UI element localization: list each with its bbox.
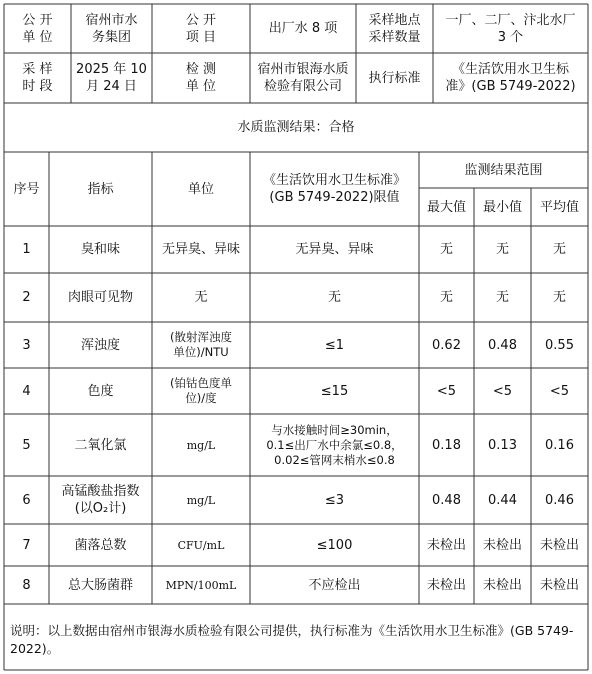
cell-max: 0.62 bbox=[432, 337, 461, 353]
cell-avg: 未检出 bbox=[539, 537, 579, 553]
test-label: 检 测 单 位 bbox=[185, 62, 217, 94]
cell-index: 总大肠菌群 bbox=[67, 577, 133, 593]
cell-no: 7 bbox=[22, 537, 31, 553]
col-header-min: 最小值 bbox=[482, 199, 522, 215]
cell-max: 未检出 bbox=[426, 577, 466, 593]
sample-label: 采样地点 采样数量 bbox=[368, 12, 421, 45]
col-header-index: 指标 bbox=[87, 181, 114, 197]
cell-avg: 0.55 bbox=[545, 337, 574, 353]
cell-limit: 与水接触时间≥30min， 0.1≤出厂水中余氯≤0.8， 0.02≤管网末梢水≤0.8 bbox=[266, 422, 403, 467]
standard-value: 《生活饮用水卫生标 准》(GB 5749-2022) bbox=[445, 62, 576, 94]
cell-unit: (铂钴色度单 位)/度 bbox=[170, 376, 232, 405]
cell-min: 未检出 bbox=[482, 537, 522, 553]
period-value: 2025 年 10 月 24 日 bbox=[76, 62, 147, 94]
cell-index: 二氧化氯 bbox=[74, 437, 127, 453]
cell-unit: 无异臭、异味 bbox=[161, 242, 240, 257]
cell-min: 0.48 bbox=[488, 337, 517, 353]
footnote: 说明：以上数据由宿州市银海水质检验有限公司提供，执行标准为《生活饮用水卫生标准》(GB 5749-2022)。 bbox=[10, 623, 574, 656]
cell-max: 无 bbox=[439, 290, 453, 305]
cell-limit: ≤3 bbox=[324, 492, 345, 508]
cell-max: <5 bbox=[436, 383, 457, 399]
cell-limit: 无 bbox=[327, 290, 341, 305]
cell-limit: 无异臭、异味 bbox=[295, 242, 374, 257]
cell-min: <5 bbox=[492, 383, 513, 399]
cell-no: 3 bbox=[22, 337, 31, 353]
cell-max: 0.18 bbox=[432, 437, 461, 453]
cell-min: 无 bbox=[495, 290, 509, 305]
cell-no: 4 bbox=[22, 383, 31, 399]
cell-max: 0.48 bbox=[432, 492, 461, 508]
cell-avg: 无 bbox=[552, 242, 566, 257]
col-header-avg: 平均值 bbox=[539, 199, 579, 215]
cell-min: 无 bbox=[495, 242, 509, 257]
cell-avg: 无 bbox=[552, 290, 566, 305]
cell-index: 高锰酸盐指数 (以O₂计) bbox=[61, 484, 140, 516]
col-header-no: 序号 bbox=[13, 181, 40, 197]
cell-limit: 不应检出 bbox=[308, 577, 361, 593]
col-header-max: 最大值 bbox=[426, 199, 466, 215]
item-value: 出厂水 8 项 bbox=[268, 21, 338, 36]
unit-label: 公 开 单 位 bbox=[22, 12, 53, 45]
item-label: 公 开 项 目 bbox=[185, 12, 217, 45]
cell-avg: <5 bbox=[549, 383, 570, 399]
cell-index: 菌落总数 bbox=[74, 537, 127, 553]
cell-avg: 0.16 bbox=[545, 437, 574, 453]
test-value: 宿州市银海水质 检验有限公司 bbox=[257, 62, 349, 94]
col-header-range: 监测结果范围 bbox=[464, 162, 543, 178]
sample-value: 一厂、二厂、汴北水厂 3 个 bbox=[445, 12, 576, 45]
cell-limit: ≤1 bbox=[324, 337, 345, 353]
col-header-limit: 《生活饮用水卫生标准》 (GB 5749-2022)限值 bbox=[262, 173, 406, 205]
result-line: 水质监测结果：合格 bbox=[237, 120, 355, 135]
cell-index: 色度 bbox=[87, 383, 114, 399]
cell-unit: mg/L bbox=[186, 438, 216, 452]
cell-no: 6 bbox=[22, 492, 31, 508]
cell-unit: mg/L bbox=[186, 493, 216, 507]
cell-limit: ≤100 bbox=[316, 537, 353, 553]
period-label: 采 样 时 段 bbox=[22, 62, 53, 94]
cell-no: 1 bbox=[22, 242, 31, 257]
cell-unit: CFU/mL bbox=[177, 538, 225, 552]
cell-no: 5 bbox=[22, 437, 31, 453]
cell-index: 臭和味 bbox=[80, 242, 120, 257]
cell-unit: (散射浑浊度 单位)/NTU bbox=[170, 330, 232, 359]
cell-index: 浑浊度 bbox=[80, 337, 120, 353]
cell-limit: ≤15 bbox=[320, 383, 349, 399]
cell-min: 0.13 bbox=[488, 437, 517, 453]
standard-label: 执行标准 bbox=[368, 70, 421, 86]
cell-index: 肉眼可见物 bbox=[67, 290, 133, 305]
cell-unit: MPN/100mL bbox=[165, 578, 237, 592]
cell-no: 8 bbox=[22, 577, 31, 593]
cell-avg: 未检出 bbox=[539, 577, 579, 593]
cell-no: 2 bbox=[22, 290, 31, 305]
col-header-unit: 单位 bbox=[187, 181, 214, 197]
cell-min: 0.44 bbox=[488, 492, 517, 508]
cell-min: 未检出 bbox=[482, 577, 522, 593]
unit-value: 宿州市水 务集团 bbox=[85, 12, 138, 45]
cell-max: 无 bbox=[439, 242, 453, 257]
cell-avg: 0.46 bbox=[545, 492, 574, 508]
cell-max: 未检出 bbox=[426, 537, 466, 553]
cell-unit: 无 bbox=[194, 290, 208, 305]
